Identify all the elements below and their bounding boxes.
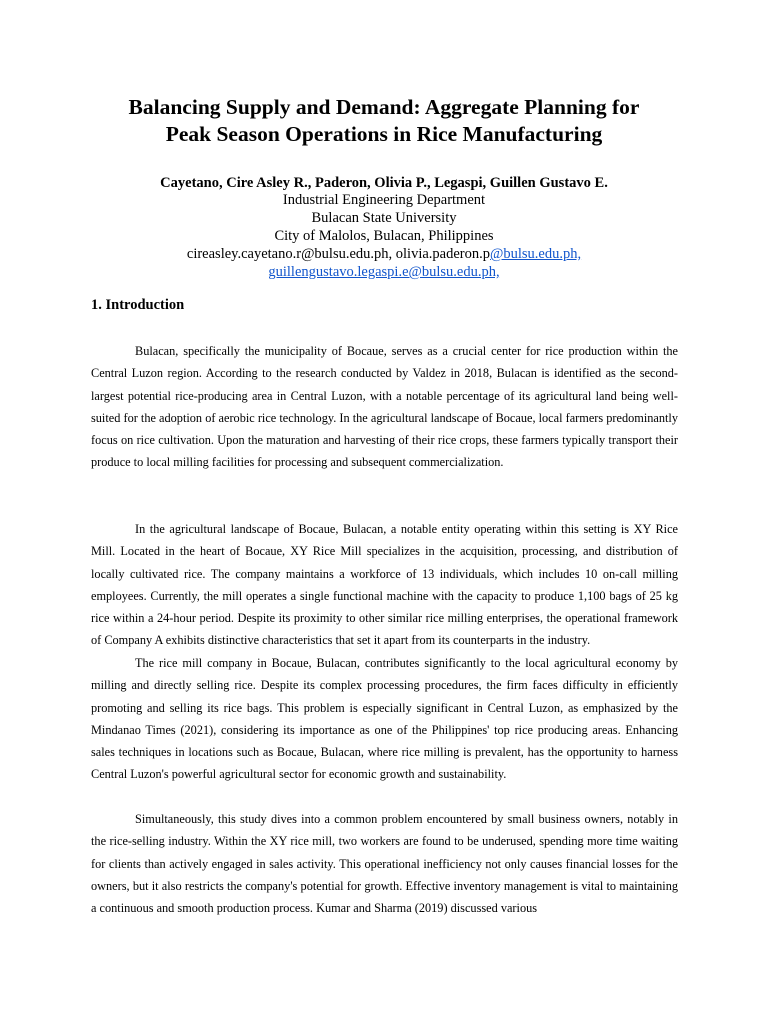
paragraph-2: In the agricultural landscape of Bocaue, Bulacan, a notable entity operating within this setting is XY Rice Mill. Located in the heart of Bocaue, XY Rice Mill specializes in the acquisition, processing, and distribution of locally cultivated rice. The company maintains a workforce of 13 individuals, which includes 10 on-call milling employees. Currently, the mill operates a single functional machine with the capacity to produce 1,100 bags of 25 kg rice within a 24-hour period. Despite its proximity to other similar rice milling enterprises, the operational framework of Company A exhibits distinctive characteristics that set it apart from its counterparts in the industry. [91,522,678,648]
email-link-1[interactable]: @bulsu.edu.ph, [490,246,582,262]
email-line-1 [60,245,708,263]
university: Bulacan State University [311,210,457,226]
email-link-2[interactable]: guillengustavo.legaspi.e@bulsu.edu.ph, [268,264,500,280]
paragraph-1: Bulacan, specifically the municipality of Bocaue, serves as a crucial center for rice production within the Central Luzon region. According to the research conducted by Valdez in 2018, Bulacan is identified as the second-largest potential rice-producing area in Central Luzon, with a notable percentage of its agricultural land being well-suited for the adoption of aerobic rice technology. In the agricultural landscape of Bocaue, local farmers predominantly focus on rice cultivation. Upon the maturation and harvesting of their rice crops, these farmers typically transport their produce to local milling facilities for processing and subsequent commercialization. [91,344,678,470]
email-plain: cireasley.cayetano.r@bulsu.edu.ph, olivia.paderon.p [186,246,491,262]
department: Industrial Engineering Department [282,192,486,208]
location: City of Malolos, Bulacan, Philippines [274,228,494,244]
paragraph-3: The rice mill company in Bocaue, Bulacan, contributes significantly to the local agricultural economy by milling and directly selling rice. Despite its complex processing procedures, the firm faces difficulty in efficiently promoting and selling its rice bags. This problem is especially significant in Central Luzon, as emphasized by the Mindanao Times (2021), considering its importance as one of the Philippines' top rice producing areas. Enhancing sales techniques in locations such as Bocaue, Bulacan, where rice milling is prevalent, has the opportunity to harness Central Luzon's powerful agricultural sector for economic growth and sustainability. [91,656,678,782]
title-line-2: Peak Season Operations in Rice Manufacturing [165,122,603,146]
paragraph-4: Simultaneously, this study dives into a common problem encountered by small business owners, notably in the rice-selling industry. Within the XY rice mill, two workers are found to be underused, spending more time waiting for clients than actively engaged in sales activity. This operational inefficiency not only causes financial losses for the owners, but it also restricts the company's potential for growth. Effective inventory management is vital to maintaining a continuous and smooth production process. Kumar and Sharma (2019) discussed various [91,812,678,916]
paper-title [60,94,708,148]
email-line-2 [60,263,708,281]
affiliation-block [60,191,708,281]
section-heading: 1. Introduction [91,297,185,313]
title-line-1: Balancing Supply and Demand: Aggregate Planning for [128,95,640,119]
author-list: Cayetano, Cire Asley R., Paderon, Olivia P., Legaspi, Guillen Gustavo E. [160,175,608,191]
